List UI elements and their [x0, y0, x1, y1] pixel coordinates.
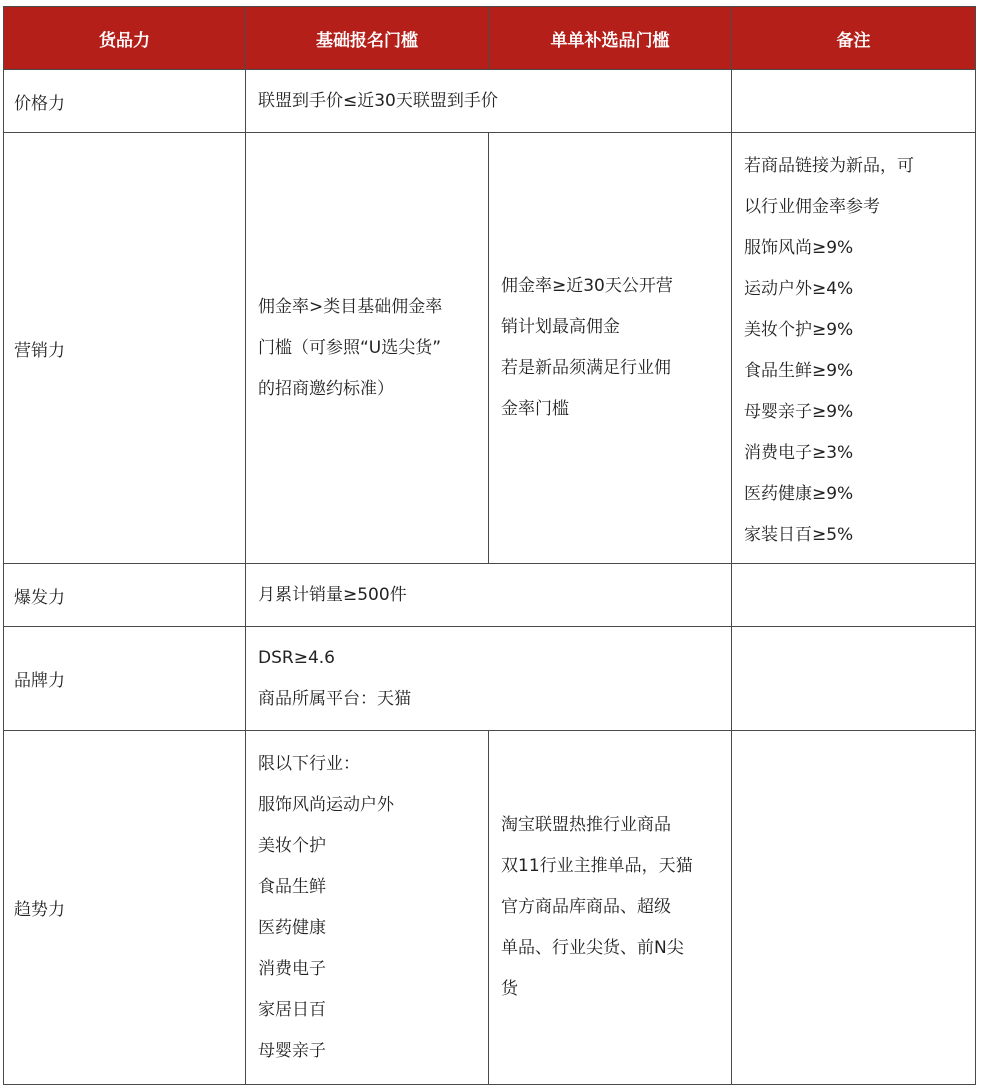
table-row-marketing: [4, 133, 976, 564]
cell-line: 医药健康≥9%: [744, 483, 854, 504]
cell-line: 若是新品须满足行业佣: [501, 358, 671, 378]
row-label: 品牌力: [14, 671, 65, 691]
header-notes: 备注: [732, 7, 976, 70]
cell-line: 销计划最高佣金: [501, 317, 620, 337]
cell-line: 医药健康: [258, 917, 326, 938]
table-row-burst: [4, 564, 976, 627]
label-cell: [4, 564, 246, 627]
cell-line: DSR≥4.6: [258, 647, 335, 668]
basic-cell: [246, 627, 732, 731]
cell-line: 官方商品库商品、超级: [501, 897, 671, 917]
cell-line: 服饰风尚≥9%: [744, 237, 854, 258]
row-label: 营销力: [14, 340, 65, 361]
row-label: 价格力: [14, 93, 65, 114]
basic-cell: [246, 564, 732, 627]
notes-cell: [732, 133, 976, 564]
extra-cell: [489, 731, 732, 1085]
cell-line: 家居日百: [258, 999, 326, 1020]
cell-line: 消费电子≥3%: [744, 442, 854, 463]
label-cell: [4, 70, 246, 133]
cell-line: 家装日百≥5%: [744, 524, 854, 545]
row-label: 爆发力: [14, 587, 65, 608]
header-extra-threshold: 单单补选品门槛: [489, 7, 732, 70]
header-basic-threshold: 基础报名门槛: [246, 7, 489, 70]
notes-cell: [732, 564, 976, 627]
cell-line: 母婴亲子: [258, 1040, 326, 1061]
cell-line: 母婴亲子≥9%: [744, 401, 854, 422]
table-row-brand: [4, 627, 976, 731]
cell-line: 美妆个护≥9%: [744, 319, 854, 340]
cell-line: 门槛（可参照“U选尖货”: [258, 337, 442, 358]
cell-line: 货: [501, 979, 518, 999]
header-goods-power: 货品力: [4, 7, 246, 70]
basic-cell: [246, 731, 489, 1085]
extra-cell: [489, 133, 732, 564]
criteria-table: [3, 6, 976, 1085]
cell-line: 佣金率≥近30天公开营: [501, 276, 673, 296]
label-cell: [4, 133, 246, 564]
cell-line: 佣金率>类目基础佣金率: [258, 296, 443, 317]
basic-cell: [246, 133, 489, 564]
notes-cell: [732, 627, 976, 731]
cell-line: 运动户外≥4%: [744, 278, 854, 299]
table-header-row: [4, 7, 976, 70]
cell-line: 金率门槛: [501, 399, 569, 419]
label-cell: [4, 627, 246, 731]
cell-line: 双11行业主推单品，天猫: [501, 856, 693, 876]
table-row-price: [4, 70, 976, 133]
cell-line: 消费电子: [258, 958, 326, 979]
notes-cell: [732, 70, 976, 133]
label-cell: [4, 731, 246, 1085]
cell-line: 淘宝联盟热推行业商品: [501, 815, 671, 835]
cell-line: 联盟到手价≤近30天联盟到手价: [258, 90, 498, 111]
basic-cell: [246, 70, 732, 133]
cell-line: 美妆个护: [258, 835, 326, 856]
cell-line: 以行业佣金率参考: [744, 196, 880, 217]
cell-line: 食品生鲜: [258, 876, 326, 897]
cell-line: 的招商邀约标准）: [258, 378, 394, 399]
cell-line: 服饰风尚运动户外: [258, 794, 394, 815]
cell-line: 月累计销量≥500件: [258, 584, 407, 605]
cell-line: 限以下行业：: [258, 753, 360, 774]
notes-cell: [732, 731, 976, 1085]
cell-line: 食品生鲜≥9%: [744, 360, 854, 381]
row-label: 趋势力: [14, 900, 65, 920]
cell-line: 若商品链接为新品，可: [744, 155, 914, 176]
table-row-trend: [4, 731, 976, 1085]
cell-line: 商品所属平台：天猫: [258, 688, 411, 709]
cell-line: 单品、行业尖货、前N尖: [501, 938, 684, 958]
